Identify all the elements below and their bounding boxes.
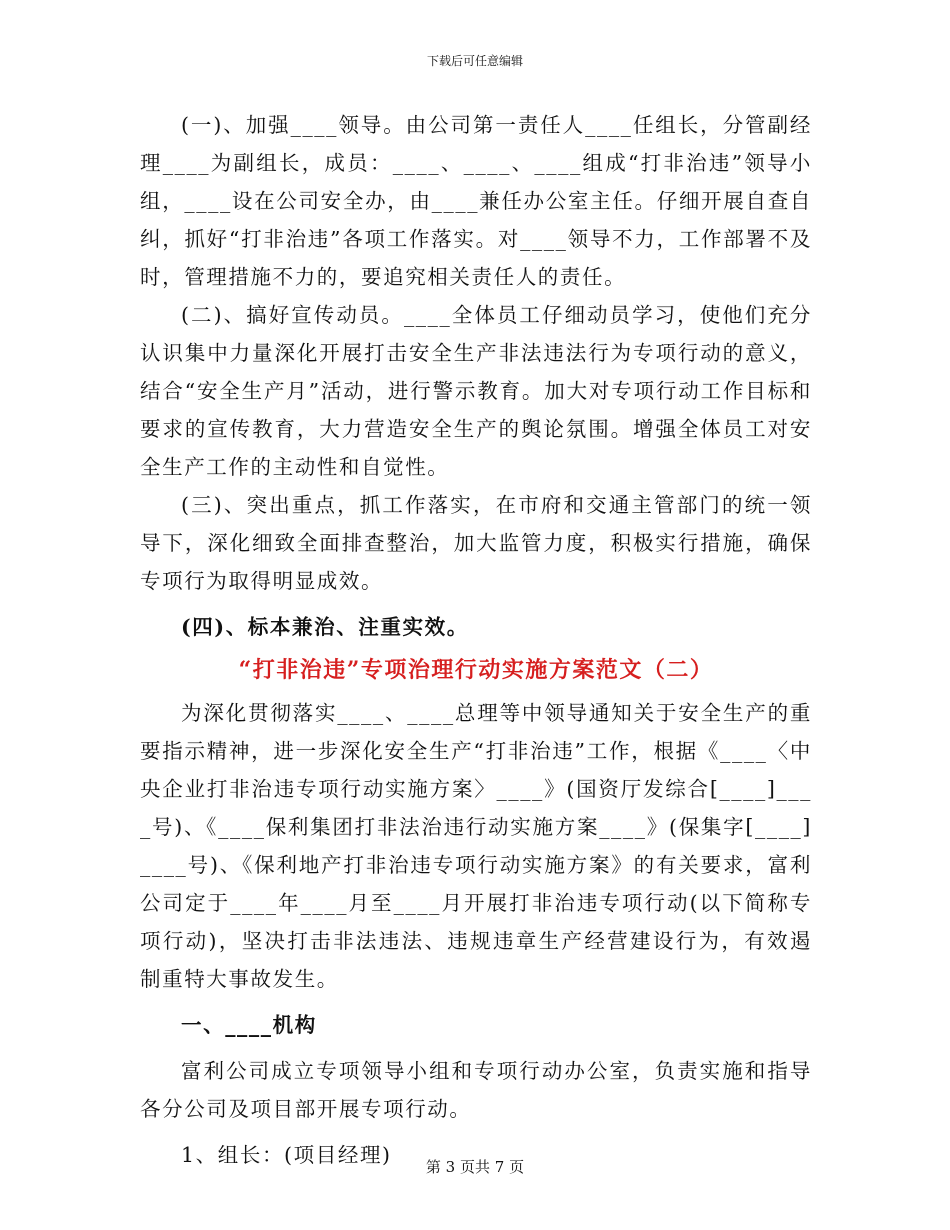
list-item-leader: 1、组长：(项目经理) [181,1143,392,1167]
page-footer: 第 3 页共 7 页 [425,1158,525,1176]
page-header: 下载后可任意编辑 [426,54,523,68]
paragraph-root-cause: (四)、标本兼治、注重实效。 [181,615,469,639]
paragraph-organization: 富利公司成立专项领导小组和专项行动办公室，负责实施和指导各分公司及项目部开展专项行动。 [140,1059,812,1121]
paragraph-leadership: (一)、加强____领导。由公司第一责任人____任组长，分管副经理____为副组长，成员：____、____、____组成“打非治违”领导小组，____设在公司安全办，由____兼任办公室主任。仔细开展自查自纠，抓好“打非治违”各项工作落实。对____领导不力，工作部署不及时，管理措施不力的，要追究相关责任人的责任。 [140,113,812,289]
paragraph-publicity: (二)、搞好宣传动员。____全体员工仔细动员学习，使他们充分认识集中力量深化开展打击安全生产非法违法行为专项行动的意义，结合“安全生产月”活动，进行警示教育。加大对专项行动工作目标和要求的宣传教育，大力营造安全生产的舆论氛围。增强全体员工对安全生产工作的主动性和自觉性。 [140,303,812,479]
section-title: “打非治违”专项治理行动实施方案范文（二） [238,657,714,683]
heading-organization: 一、____机构 [181,1013,317,1037]
paragraph-intro: 为深化贯彻落实____、____总理等中领导通知关于安全生产的重要指示精神，进一步深化安全生产“打非治违”工作，根据《____〈中央企业打非治违专项行动实施方案〉____》(国资厅发综合[____]____号)、《____保利集团打非法治违行动实施方案____》(保集字[____]____号)、《保利地产打非治违专项行动实施方案》的有关要求，富利公司定于____年____月至____月开展打非治违专项行动(以下简称专项行动)，坚决打击非法违法、违规违章生产经营建设行为，有效遏制重特大事故发生。 [140,701,812,991]
paragraph-focus: (三)、突出重点，抓工作落实，在市府和交通主管部门的统一领导下，深化细致全面排查整治，加大监管力度，积极实行措施，确保专项行为取得明显成效。 [140,493,812,593]
document-body [140,106,812,1174]
